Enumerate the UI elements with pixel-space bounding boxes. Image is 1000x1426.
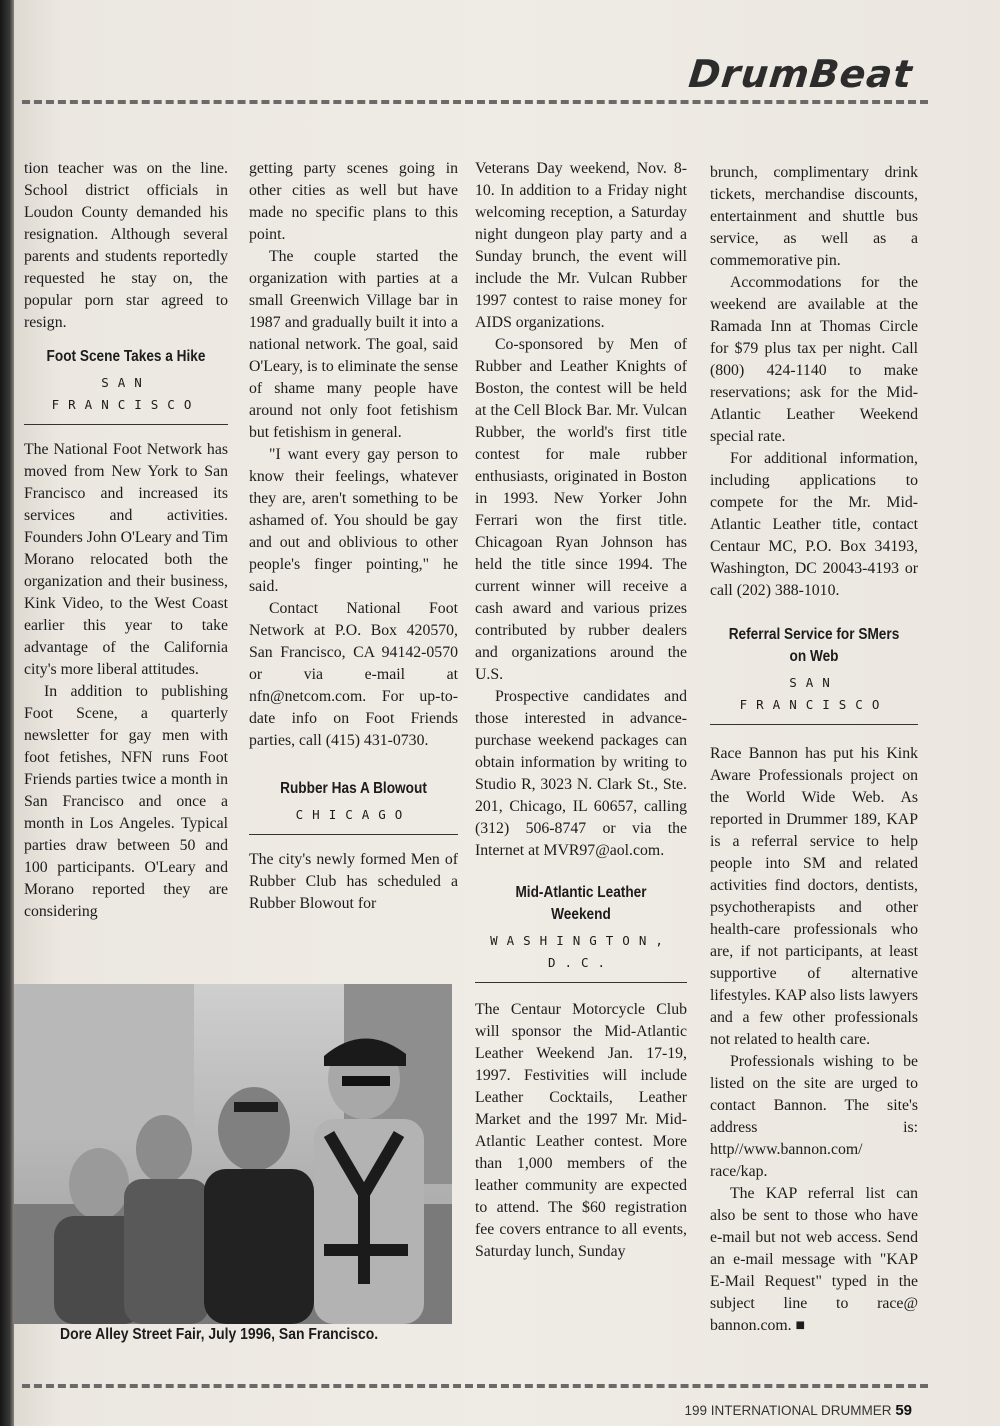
body-paragraph: The KAP referral list can also be sent to those who have e-mail but not web access. Send an e-mail message with "KAP E-Mail Request" typed in the subject line to race@ bannon.com. ■ bbox=[710, 1185, 918, 1334]
body-paragraph: "I want every gay person to know their feelings, whatever they are, aren't something to be ashamed of. You should be gay and out and oblivious to other people's finger pointing," he said. bbox=[249, 446, 458, 595]
page-footer bbox=[685, 1402, 912, 1419]
photo-caption: Dore Alley Street Fair, July 1996, San Francisco. bbox=[60, 1326, 379, 1343]
body-paragraph: The couple started the organization with parties at a small Greenwich Village bar in 1987 and gradually built it into a national network. The goal, said O'Leary, is to eliminate the sense of shame many people have around not only foot fetishism but fetishism in general. bbox=[249, 248, 458, 441]
body-paragraph: tion teacher was on the line. School district officials in Loudon County demanded his resignation. Although several parents and students reportedly requested he stay on, the popular porn star agreed to resign. bbox=[24, 160, 228, 331]
top-rule bbox=[22, 100, 928, 104]
body-paragraph: Co-sponsored by Men of Rubber and Leather Knights of Boston, the contest will be held at the Cell Block Bar. Mr. Vulcan Rubber, the world's first title contest for male rubber enthusiasts, originated in Boston in 1993. New Yorker John Ferrari won the first title. Chicagoan Ryan Johnson has held the title since 1994. The current winner will receive a cash award and various prizes contributed by rubber dealers and organizations around the U.S. bbox=[475, 336, 687, 683]
body-paragraph: The National Foot Network has moved from New York to San Francisco and increased its services and activities. Founders John O'Leary and Tim Morano relocated both the organization and their business, Kink Video, to the West Coast earlier this year to take advantage of the California city's more liberal attitudes. bbox=[24, 441, 228, 678]
body-paragraph: Professionals wishing to be listed on the site are urged to contact Bannon. The site's address is: http//www.bannon.com/ race/kap. bbox=[710, 1053, 918, 1180]
body-paragraph: The Centaur Motorcycle Club will sponsor the Mid-Atlantic Leather Weekend Jan. 17-19, 1997. Festivities will include Leather Cocktails, Leather Market and the 1997 Mr. Mid-Atlantic Leather contest. More than 1,000 members of the leather community are expected to attend. The $60 registration fee covers entrance to all events, Saturday lunch, Sunday bbox=[475, 1001, 687, 1260]
photo-image bbox=[14, 984, 452, 1324]
article-dateline: SAN FRANCISCO bbox=[24, 372, 228, 425]
article-headline: Mid-Atlantic Leather Weekend bbox=[515, 884, 647, 923]
column-3 bbox=[475, 158, 687, 1263]
column-2 bbox=[249, 158, 458, 915]
article-headline: Referral Service for SMers on Web bbox=[728, 626, 900, 665]
body-paragraph: getting party scenes going in other cities as well but have made no specific plans to this point. bbox=[249, 160, 458, 243]
binding-spine bbox=[0, 0, 14, 1426]
body-paragraph: For additional information, including applications to compete for the Mr. Mid-Atlantic Leather title, contact Centaur MC, P.O. Box 34193, Washington, DC 20043-4193 or call (202) 388-1010. bbox=[710, 450, 918, 599]
body-paragraph: Contact National Foot Network at P.O. Box 420570, San Francisco, CA 94142-0570 or via e-mail at nfn@netcom.com. For up-to-date info on Foot Friends parties, call (415) 431-0730. bbox=[249, 600, 458, 749]
article-dateline: WASHINGTON, D.C. bbox=[475, 930, 687, 983]
column-1 bbox=[24, 158, 228, 923]
page-number: 59 bbox=[895, 1402, 912, 1419]
article-dateline: SAN FRANCISCO bbox=[710, 672, 918, 725]
issue-line: 199 INTERNATIONAL DRUMMER bbox=[684, 1403, 892, 1418]
article-headline: Foot Scene Takes a Hike bbox=[46, 348, 206, 365]
body-paragraph: Race Bannon has put his Kink Aware Professionals project on the World Wide Web. As reported in Drummer 189, KAP is a referral service to help people into SM and related activities find doctors, dentists, psychotherapists and other health-care professionals who are, if not participants, at least supportive of alternative lifestyles. KAP also lists lawyers and a few other professionals not related to health care. bbox=[710, 745, 918, 1048]
body-paragraph: Accommodations for the weekend are available at the Ramada Inn at Thomas Circle for $79 plus tax per night. Call (800) 424-1140 to make reservations; ask for the Mid-Atlantic Leather Weekend special rate. bbox=[710, 274, 918, 445]
article-dateline: CHICAGO bbox=[249, 804, 458, 835]
body-paragraph: brunch, complimentary drink tickets, merchandise discounts, entertainment and shuttle bus service, as well as a commemorative pin. bbox=[710, 164, 918, 269]
bottom-rule bbox=[22, 1384, 928, 1388]
column-4 bbox=[710, 162, 918, 1337]
section-title: DrumBeat bbox=[686, 52, 915, 96]
street-fair-photo bbox=[14, 984, 452, 1324]
article-headline: Rubber Has A Blowout bbox=[280, 780, 427, 797]
body-paragraph: In addition to publishing Foot Scene, a quarterly newsletter for gay men with foot fetishes, NFN runs Foot Friends parties twice a month in San Francisco and once a month in Los Angeles. Typical parties draw between 50 and 100 participants. O'Leary and Morano reported they are considering bbox=[24, 683, 228, 920]
body-paragraph: Prospective candidates and those interested in advance-purchase weekend packages can obtain information by writing to Studio R, 3023 N. Clark St., Ste. 201, Chicago, IL 60657, calling (312) 506-8747 or via the Internet at MVR97@aol.com. bbox=[475, 688, 687, 859]
body-paragraph: Veterans Day weekend, Nov. 8-10. In addition to a Friday night welcoming reception, a Saturday night dungeon play party and a Sunday brunch, the event will include the Mr. Vulcan Rubber 1997 contest to raise money for AIDS organizations. bbox=[475, 160, 687, 331]
body-paragraph: The city's newly formed Men of Rubber Club has scheduled a Rubber Blowout for bbox=[249, 851, 458, 912]
